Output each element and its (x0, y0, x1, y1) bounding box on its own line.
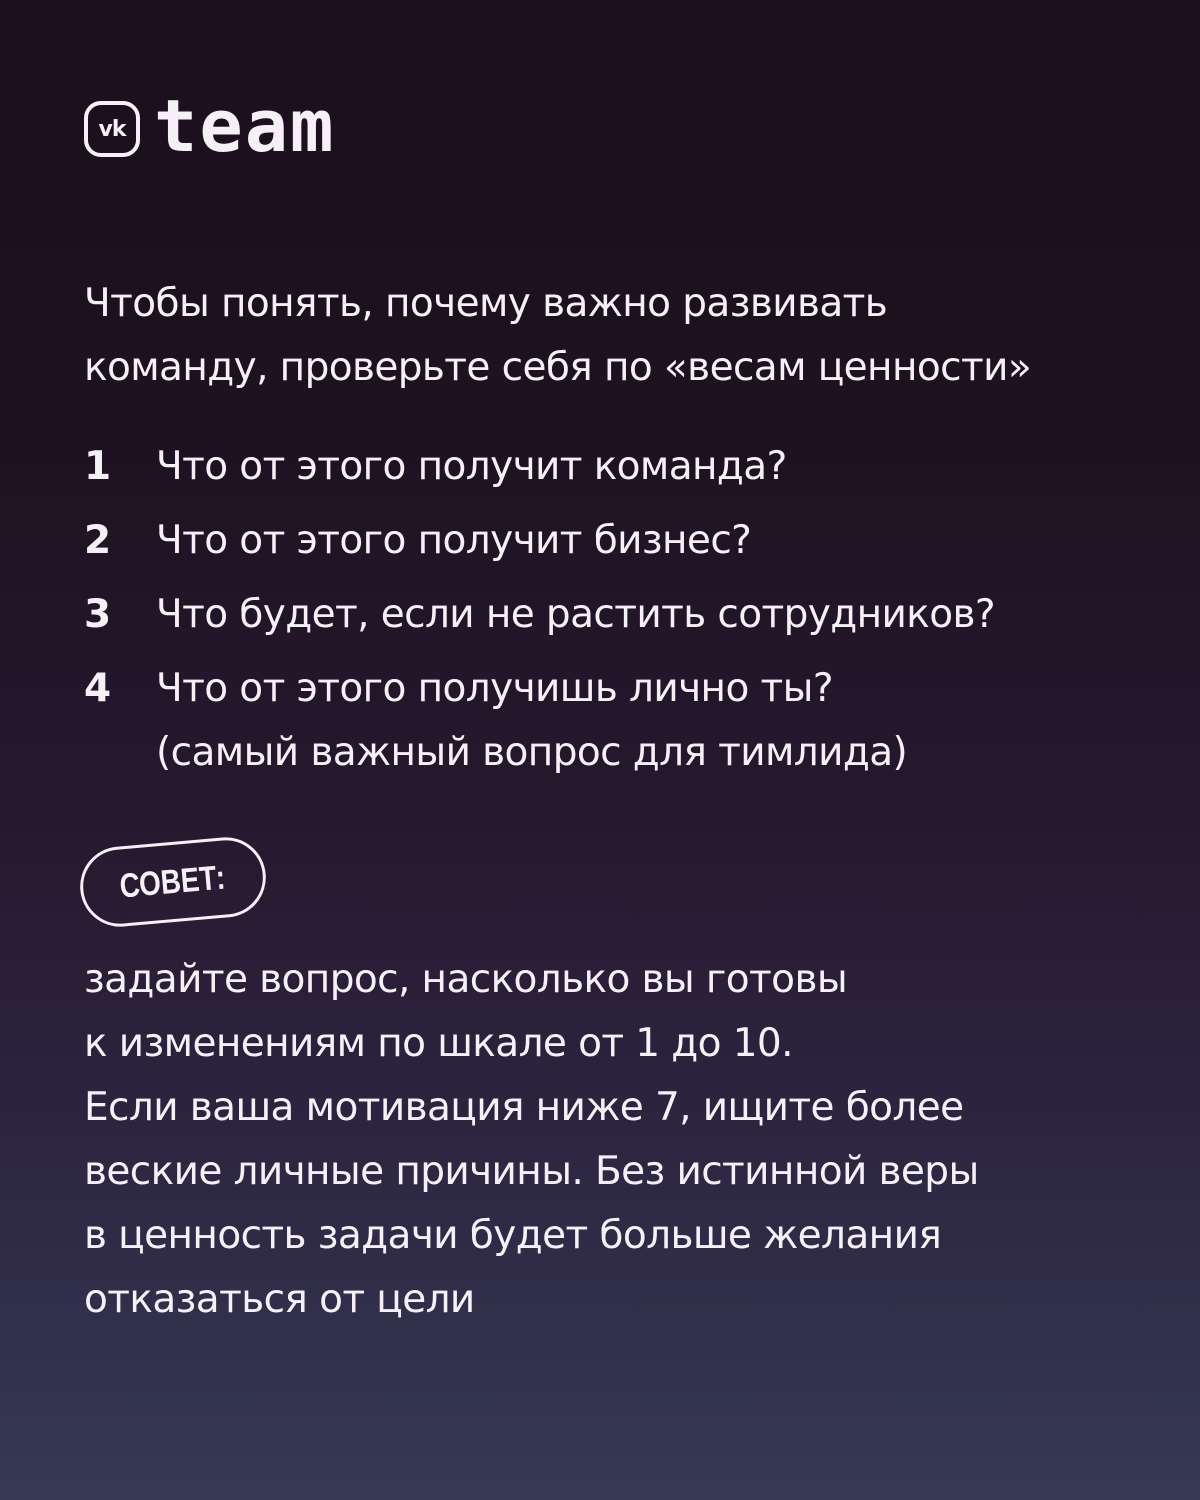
question-text (156, 509, 751, 573)
vk-logo-icon (84, 101, 140, 157)
tip-badge (77, 834, 269, 930)
question-number: 1 (84, 444, 112, 489)
question-item (84, 509, 1164, 573)
intro-line: команду, проверьте себя по «весам ценности» (84, 345, 1032, 390)
question-item (84, 435, 1164, 499)
questions-list (84, 435, 1164, 795)
question-line: Что будет, если не растить сотрудников? (156, 592, 995, 637)
tip-line: веские личные причины. Без истинной веры (84, 1149, 979, 1194)
tip-badge-label: СОВЕТ: (118, 857, 228, 906)
tip-line: отказаться от цели (84, 1277, 475, 1322)
intro-text (84, 272, 1144, 400)
question-item (84, 657, 1164, 785)
question-text (156, 435, 787, 499)
question-line: Что от этого получит команда? (156, 444, 787, 489)
intro-line: Чтобы понять, почему важно развивать (84, 281, 888, 326)
vk-team-logo (84, 84, 336, 168)
question-line: Что от этого получишь лично ты? (156, 666, 833, 711)
question-number: 3 (84, 592, 112, 637)
question-text (156, 583, 995, 647)
question-item (84, 583, 1164, 647)
question-text (156, 657, 907, 785)
question-line: Что от этого получит бизнес? (156, 518, 752, 563)
tip-line: к изменениям по шкале от 1 до 10. (84, 1021, 793, 1066)
vk-logo-badge-text: vk (98, 116, 126, 142)
tip-line: Если ваша мотивация ниже 7, ищите более (84, 1085, 964, 1130)
tip-line: в ценность задачи будет больше желания (84, 1213, 942, 1258)
question-number: 4 (84, 666, 112, 711)
question-line: (самый важный вопрос для тимлида) (156, 730, 908, 775)
tip-text (84, 948, 1144, 1332)
question-number: 2 (84, 518, 112, 563)
tip-line: задайте вопрос, насколько вы готовы (84, 957, 848, 1002)
logo-wordmark: team (154, 84, 336, 168)
